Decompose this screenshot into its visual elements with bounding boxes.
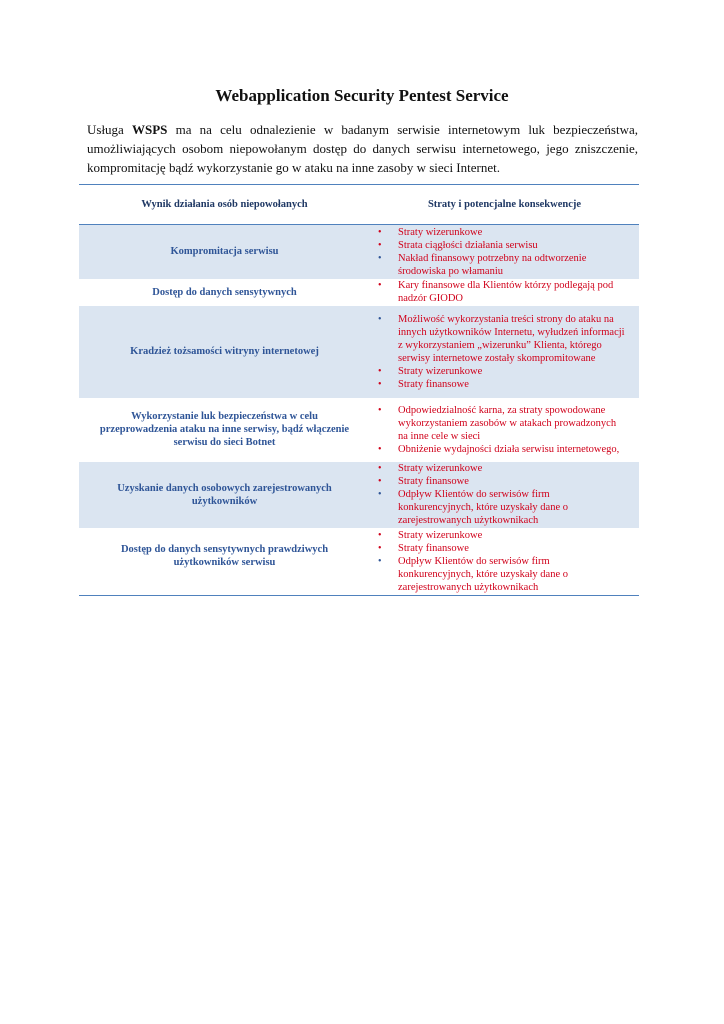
header-consequences: Straty i potencjalne konsekwencje xyxy=(370,185,639,225)
bullet-icon: • xyxy=(378,239,382,251)
bullet-icon: • xyxy=(378,463,382,474)
bullet-icon: • xyxy=(378,529,382,541)
consequence-text: Straty finansowe xyxy=(398,476,469,487)
list-item xyxy=(370,404,639,443)
consequence-text: Straty wizerunkowe xyxy=(398,365,483,377)
table-row xyxy=(79,398,639,462)
intro-text: ma na celu odnalezienie w badanym serwisie internetowym luk bezpieczeństwa, umożliwiających osobom niepowołanym dostęp do danych serwisu internetowego, jego zniszczenie, kompromitację bądź wykorzystanie go w ataku na inne zasoby w sieci Internet. xyxy=(87,122,638,175)
bullet-icon: • xyxy=(378,378,382,390)
consequences-list xyxy=(370,226,639,278)
consequence-text: Odpływ Klientów do serwisów firm konkurencyjnych, które uzyskały dane o zarejestrowanych użytkownikach xyxy=(398,555,568,593)
effect-cell xyxy=(79,528,370,596)
bullet-icon: • xyxy=(378,252,382,264)
bullet-icon: • xyxy=(378,365,382,377)
list-item xyxy=(370,443,639,456)
bullet-icon: • xyxy=(378,226,382,238)
effect-cell xyxy=(79,225,370,279)
table-row xyxy=(79,225,639,279)
consequence-text: Straty wizerunkowe xyxy=(398,226,483,238)
list-item xyxy=(370,365,639,378)
effect-text: Uzyskanie danych osobowych zarejestrowanych użytkowników xyxy=(117,482,332,507)
list-item xyxy=(370,542,639,555)
table-row xyxy=(79,279,639,306)
consequence-text: Straty wizerunkowe xyxy=(398,463,483,474)
consequences-table xyxy=(79,184,639,596)
bullet-icon: • xyxy=(378,489,382,500)
consequences-list xyxy=(370,279,639,305)
consequence-text: Straty wizerunkowe xyxy=(398,529,483,541)
bullet-icon: • xyxy=(378,280,382,291)
bullet-icon: • xyxy=(378,542,382,554)
intro-service-name: WSPS xyxy=(132,122,168,137)
consequences-cell xyxy=(370,398,639,462)
effect-text: Kompromitacja serwisu xyxy=(170,246,279,258)
effect-cell xyxy=(79,398,370,462)
consequences-cell xyxy=(370,528,639,596)
bullet-icon: • xyxy=(378,404,382,416)
consequence-text: Możliwość wykorzystania treści strony do ataku na innych użytkowników Internetu, wyłudzeń informacji z wykorzystaniem „wizerunku” Klienta, którego serwisy internetowe zostały skompromitowane xyxy=(398,313,625,364)
list-item xyxy=(370,279,639,305)
intro-prefix: Usługa xyxy=(87,122,133,137)
list-item xyxy=(370,529,639,542)
list-item xyxy=(370,462,639,475)
effect-cell xyxy=(79,279,370,306)
consequence-text: Nakład finansowy potrzebny na odtworzenie środowiska po włamaniu xyxy=(398,252,587,277)
list-item xyxy=(370,488,639,527)
effect-cell xyxy=(79,306,370,398)
bullet-icon: • xyxy=(378,476,382,487)
header-effect: Wynik działania osób niepowołanych xyxy=(79,185,370,225)
bullet-icon: • xyxy=(378,555,382,567)
consequences-cell xyxy=(370,462,639,528)
consequence-text: Kary finansowe dla Klientów którzy podlegają pod nadzór GIODO xyxy=(398,280,614,304)
bullet-icon: • xyxy=(378,313,382,325)
consequence-text: Straty finansowe xyxy=(398,378,469,390)
list-item xyxy=(370,252,639,278)
table-header-row xyxy=(79,185,639,225)
consequence-text: Straty finansowe xyxy=(398,542,469,554)
list-item xyxy=(370,226,639,239)
effect-text: Dostęp do danych sensytywnych prawdziwych użytkowników serwisu xyxy=(120,543,329,568)
consequence-text: Odpowiedzialność karna, za straty spowodowane wykorzystaniem zasobów w atakach prowadzonych na inne cele w sieci xyxy=(398,404,617,442)
intro-paragraph xyxy=(87,120,638,177)
effect-text: Kradzież tożsamości witryny internetowej xyxy=(130,346,319,357)
consequences-list xyxy=(370,529,639,594)
consequence-text: Odpływ Klientów do serwisów firm konkurencyjnych, które uzyskały dane o zarejestrowanych użytkownikach xyxy=(398,489,568,526)
list-item xyxy=(370,239,639,252)
list-item xyxy=(370,378,639,391)
list-item xyxy=(370,555,639,594)
consequence-text: Strata ciągłości działania serwisu xyxy=(398,239,538,251)
effect-text: Wykorzystanie luk bezpieczeństwa w celu przeprowadzenia ataku na inne serwisy, bądź włączenie serwisu do sieci Botnet xyxy=(99,411,350,448)
document-title: Webapplication Security Pentest Service xyxy=(215,86,509,105)
effect-text: Dostęp do danych sensytywnych xyxy=(152,286,297,298)
consequences-list xyxy=(370,462,639,527)
table-row xyxy=(79,306,639,398)
bullet-icon: • xyxy=(378,443,382,455)
list-item xyxy=(370,475,639,488)
consequences-list xyxy=(370,313,639,391)
consequences-list xyxy=(370,404,639,456)
consequence-text: Obniżenie wydajności działa serwisu internetowego, xyxy=(398,443,620,455)
effect-cell xyxy=(79,462,370,528)
list-item xyxy=(370,313,639,365)
consequences-cell xyxy=(370,225,639,279)
consequences-cell xyxy=(370,306,639,398)
table-row xyxy=(79,528,639,596)
table-row xyxy=(79,462,639,528)
consequences-cell xyxy=(370,279,639,306)
